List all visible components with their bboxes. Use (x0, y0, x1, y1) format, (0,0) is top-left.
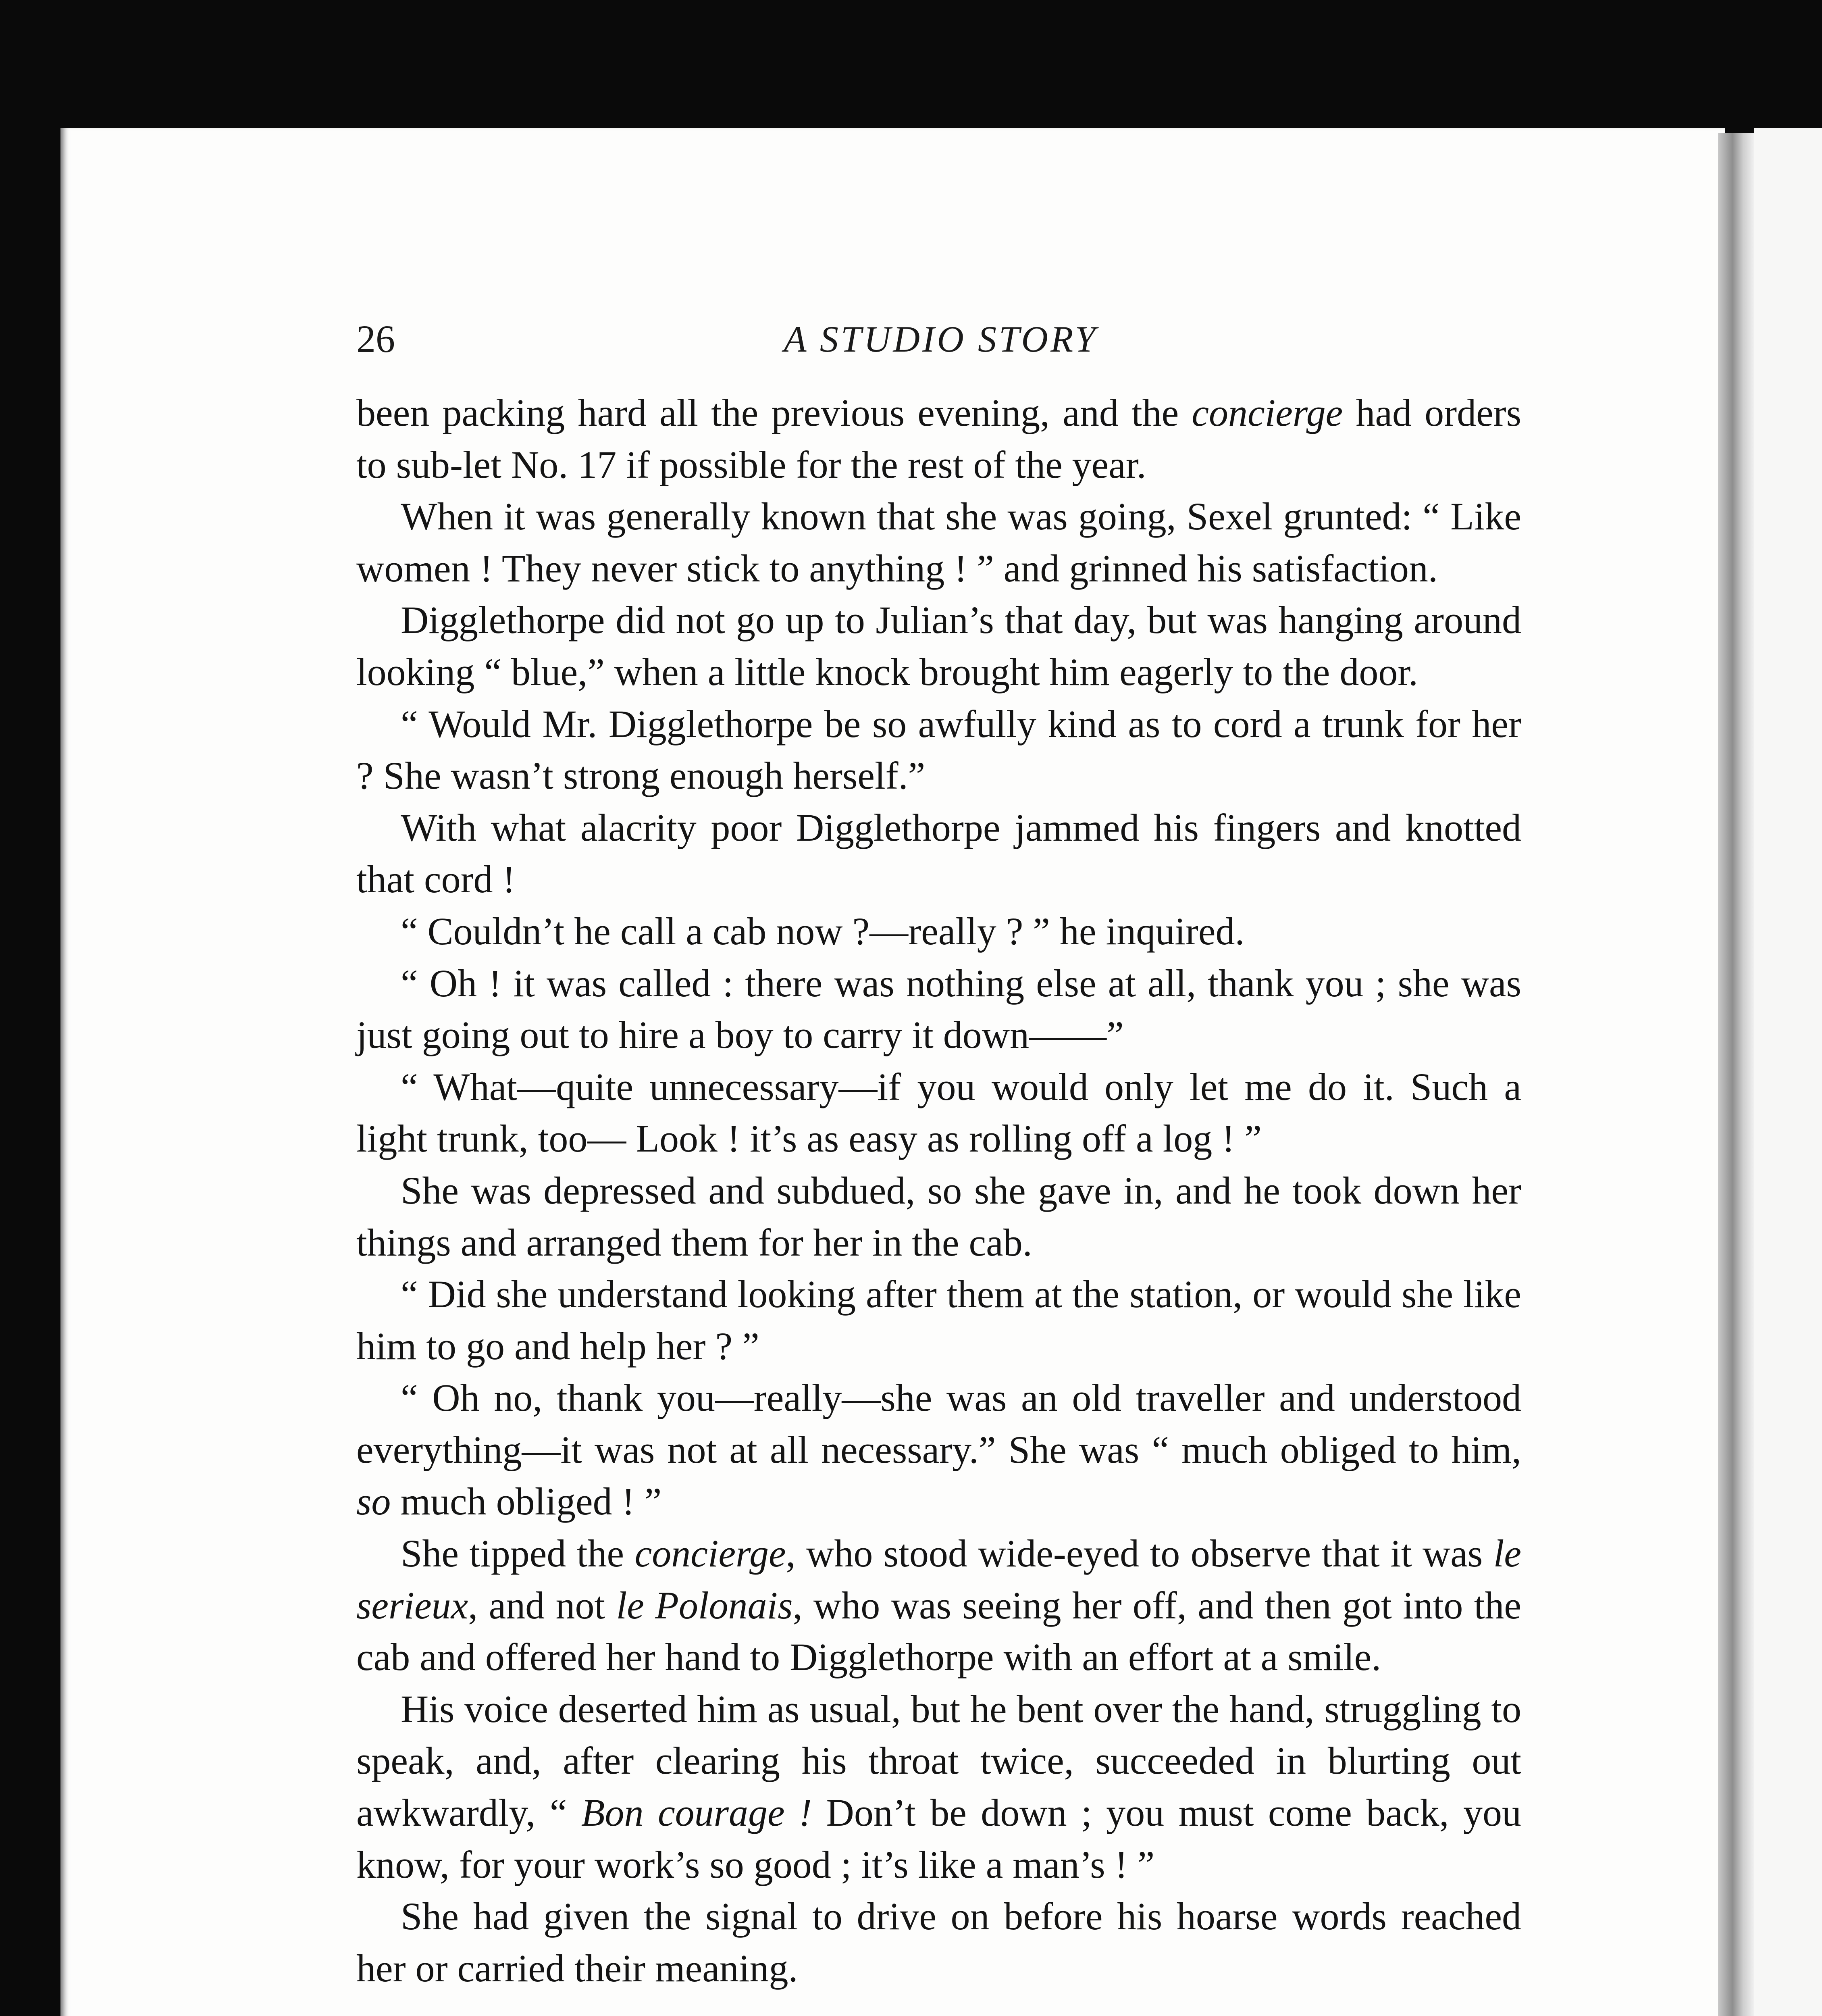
paragraph (356, 802, 1521, 906)
text-run: “ Oh no, thank you—really—she was an old traveller and understood everything—it was not at all necessary.” She was “ much obliged to him, (356, 1376, 1521, 1471)
italic-text: le serieux (356, 1532, 1522, 1627)
paragraph (356, 1372, 1521, 1528)
text-run: “ What—quite unnecessary—if you would only let me do it. Such a light trunk, too— Look ! it’s as easy as rolling off a log ! ” (356, 1065, 1521, 1160)
text-run: Digglethorpe did not go up to Julian’s that day, but was hanging around looking “ blue,” when a little knock brought him eagerly to the door. (356, 598, 1521, 694)
page-gutter (1718, 133, 1754, 2016)
paragraph (356, 958, 1521, 1061)
text-run: “ Oh ! it was called : there was nothing else at all, thank you ; she was just going out to hire a boy to carry it down——” (356, 961, 1521, 1057)
facing-page-edge (1754, 128, 1822, 2016)
italic-text: Bon courage ! (581, 1791, 812, 1835)
italic-text: concierge (1192, 391, 1343, 434)
paragraph (356, 491, 1521, 594)
italic-text: le Polonais (616, 1583, 793, 1627)
paragraph (356, 1683, 1521, 1891)
text-run: She had given the signal to drive on before his hoarse words reached her or carried their meaning. (356, 1895, 1521, 1990)
text-run: She tipped the (401, 1532, 635, 1575)
page-number: 26 (356, 317, 395, 360)
text-run: had orders to sub-let No. 17 if possible for the rest of the year. (356, 391, 1522, 486)
paragraph (356, 698, 1521, 802)
paragraph (356, 387, 1521, 491)
paragraph (356, 1165, 1521, 1268)
italic-text: so (356, 1480, 391, 1523)
text-run: much obliged ! ” (391, 1480, 662, 1523)
text-run: been packing hard all the previous evening, and the (356, 391, 1192, 434)
paragraph (356, 1061, 1521, 1165)
paragraph (356, 1268, 1521, 1372)
text-run: With what alacrity poor Digglethorpe jammed his fingers and knotted that cord ! (356, 806, 1521, 901)
paragraph (356, 1891, 1521, 1994)
text-run: His voice deserted him as usual, but he bent over the hand, struggling to speak, and, after clearing his throat twice, succeeded in blurting out awkwardly, “ (356, 1687, 1521, 1835)
text-run: Don’t be down ; you must come back, you know, for your work’s so good ; it’s like a man’s ! ” (356, 1791, 1522, 1886)
text-run: “ Did she understand looking after them at the station, or would she like him to go and help her ? ” (356, 1272, 1521, 1368)
italic-text: concierge (634, 1532, 786, 1575)
text-run: “ Couldn’t he call a cab now ?—really ? ” he inquired. (401, 909, 1245, 953)
body-text (356, 387, 1521, 1994)
text-run: , and not (468, 1583, 616, 1627)
text-run: , who stood wide-eyed to observe that it was (786, 1532, 1493, 1575)
paragraph (356, 1528, 1521, 1683)
text-run: “ Would Mr. Digglethorpe be so awfully kind as to cord a trunk for her ? She wasn’t strong enough herself.” (356, 702, 1521, 798)
running-head (356, 317, 1525, 361)
text-run: She was depressed and subdued, so she gave in, and he took down her things and arranged them for her in the cab. (356, 1168, 1521, 1264)
text-run: When it was generally known that she was going, Sexel grunted: “ Like women ! They never stick to anything ! ” and grinned his satisfaction. (356, 495, 1521, 590)
paragraph (356, 906, 1521, 958)
paragraph (356, 594, 1521, 698)
running-title: A STUDIO STORY (784, 319, 1098, 360)
text-run: , who was seeing her off, and then got into the cab and offered her hand to Digglethorpe with an effort at a smile. (356, 1583, 1521, 1679)
